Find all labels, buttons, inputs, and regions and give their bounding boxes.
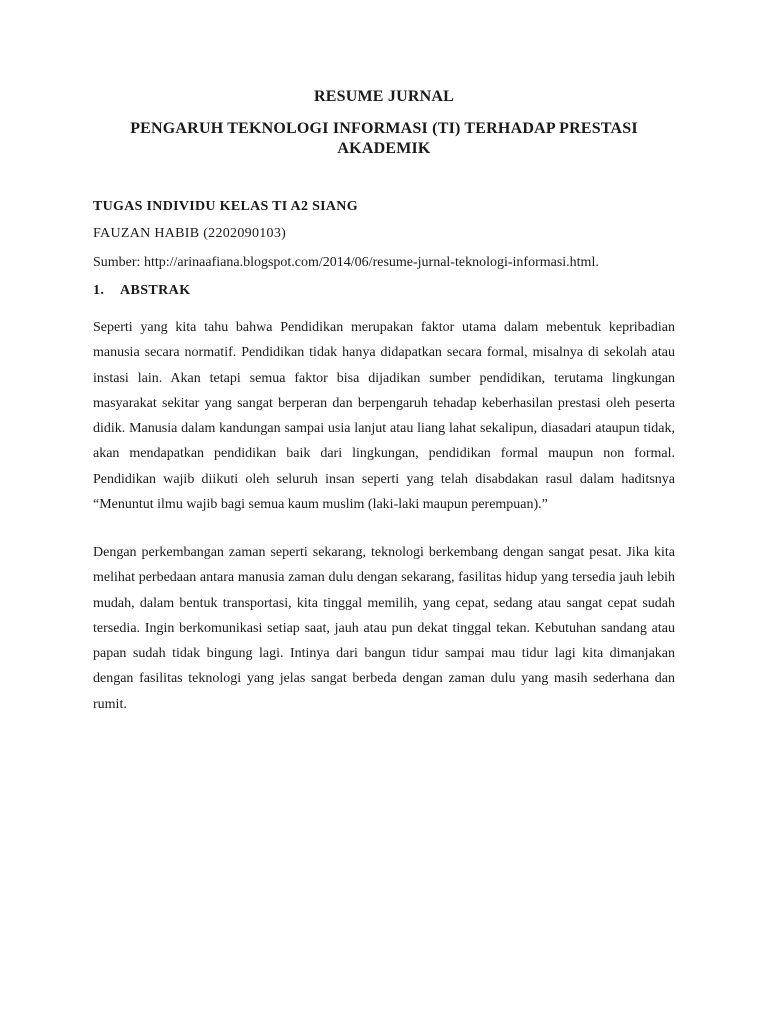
section-heading xyxy=(93,283,190,299)
paragraph: Seperti yang kita tahu bahwa Pendidikan merupakan faktor utama dalam mebentuk kepribadian manusia secara normatif. Pendidikan tidak hanya didapatkan secara formal, misalnya di sekolah atau instasi lain. Akan tetapi semua faktor bisa dijadikan sumber pendidikan, terutama lingkungan masyarakat sekitar yang sangat berperan dan berpengaruh tehadap keberhasilan prestasi oleh peserta didik. Manusia dalam kandungan sampai usia lanjut atau liang lahat sekalipun, diasadari ataupun tidak, akan mendapatkan pendidikan baik dari lingkungan, pendidikan formal maupun non formal. Pendidikan wajib diikuti oleh seluruh insan seperti yang telah disabdakan rasul dalam haditsnya “Menuntut ilmu wajib bagi semua kaum muslim (laki-laki maupun perempuan).” xyxy=(93,320,675,513)
document-subtitle: PENGARUH TEKNOLOGI INFORMASI (TI) TERHADAP PRESTASI AKADEMIK xyxy=(130,120,638,157)
document-title: RESUME JURNAL xyxy=(314,88,454,105)
paragraph: Dengan perkembangan zaman seperti sekarang, teknologi berkembang dengan sangat pesat. Jika kita melihat perbedaan antara manusia zaman dulu dengan sekarang, fasilitas hidup yang tersedia jauh lebih mudah, dalam bentuk transportasi, kita tinggal memilih, yang cepat, sedang atau sangat cepat sudah tersedia. Ingin berkomunikasi setiap saat, jauh atau pun dekat tinggal tekan. Kebutuhan sandang atau papan sudah tidak bingung lagi. Intinya dari bangun tidur sampai mau tidur lagi kita dimanjakan dengan fasilitas teknologi yang jelas sangat berbeda dengan zaman dulu yang masih sederhana dan rumit. xyxy=(93,545,675,712)
source-line: Sumber: http://arinaafiana.blogspot.com/2014/06/resume-jurnal-teknologi-informasi.html. xyxy=(93,255,599,270)
assignment-line: TUGAS INDIVIDU KELAS TI A2 SIANG xyxy=(93,199,358,214)
section-heading-label: ABSTRAK xyxy=(120,283,191,298)
author-line: FAUZAN HABIB (2202090103) xyxy=(93,226,287,241)
section-number: 1. xyxy=(93,283,105,298)
